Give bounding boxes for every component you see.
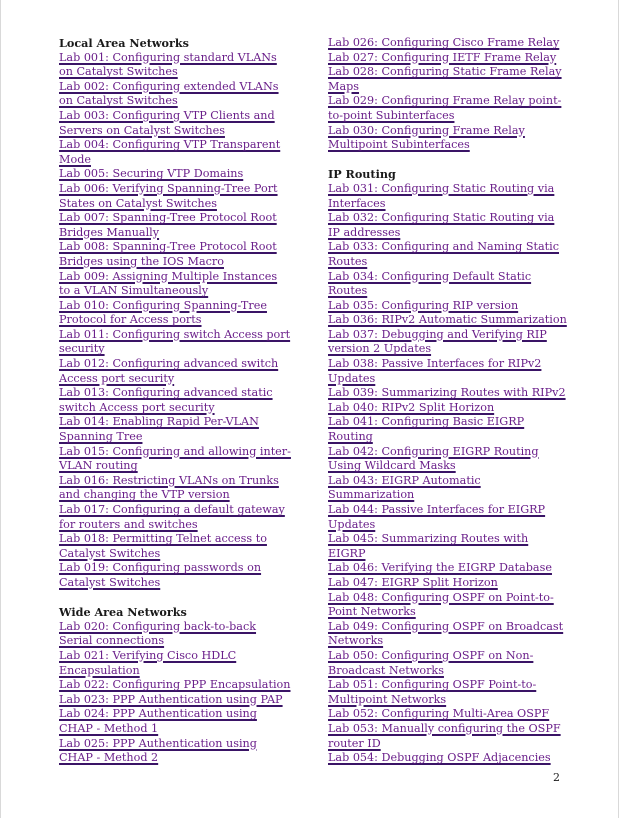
toc-link[interactable]: Lab 047: EIGRP Split Horizon bbox=[328, 575, 498, 589]
toc-link[interactable]: Lab 008: Spanning-Tree Protocol Root Bridges using the IOS Macro bbox=[59, 240, 277, 268]
toc-link[interactable]: Lab 014: Enabling Rapid Per-VLAN Spanning Tree bbox=[59, 415, 259, 444]
toc-link[interactable]: Lab 032: Configuring Static Routing via IP addresses bbox=[328, 211, 555, 239]
toc-link[interactable]: Lab 020: Configuring back-to-back Serial connections bbox=[59, 619, 257, 648]
page-border-left bbox=[0, 0, 1, 818]
toc-left-column bbox=[59, 36, 291, 780]
toc-link[interactable]: Lab 051: Configuring OSPF Point-to-Multipoint Networks bbox=[328, 678, 537, 706]
toc-link[interactable]: Lab 023: PPP Authentication using PAP bbox=[59, 692, 283, 706]
toc-link[interactable]: Lab 046: Verifying the EIGRP Database bbox=[328, 561, 552, 575]
toc-link[interactable]: Lab 054: Debugging OSPF Adjacencies bbox=[328, 751, 551, 765]
toc-link[interactable]: Lab 012: Configuring advanced switch Access port security bbox=[59, 357, 279, 385]
toc-link[interactable]: Lab 031: Configuring Static Routing via Interfaces bbox=[328, 181, 555, 210]
toc-link[interactable]: Lab 005: Securing VTP Domains bbox=[59, 167, 244, 181]
toc-link[interactable]: Lab 027: Configuring IETF Frame Relay bbox=[328, 50, 557, 64]
toc-section bbox=[328, 36, 568, 153]
toc-link[interactable]: Lab 018: Permitting Telnet access to Catalyst Switches bbox=[59, 532, 267, 560]
toc-link[interactable]: Lab 030: Configuring Frame Relay Multipoint Subinterfaces bbox=[328, 123, 525, 152]
toc-link[interactable]: Lab 038: Passive Interfaces for RIPv2 Updates bbox=[328, 357, 542, 385]
toc-link[interactable]: Lab 003: Configuring VTP Clients and Servers on Catalyst Switches bbox=[59, 108, 275, 137]
toc-link[interactable]: Lab 004: Configuring VTP Transparent Mode bbox=[59, 138, 281, 166]
toc-link[interactable]: Lab 019: Configuring passwords on Catalyst Switches bbox=[59, 561, 262, 589]
toc-link[interactable]: Lab 021: Verifying Cisco HDLC Encapsulation bbox=[59, 648, 237, 677]
toc-link[interactable]: Lab 017: Configuring a default gateway for routers and switches bbox=[59, 503, 285, 531]
toc-link[interactable]: Lab 040: RIPv2 Split Horizon bbox=[328, 400, 495, 414]
toc-link[interactable]: Lab 016: Restricting VLANs on Trunks and changing the VTP version bbox=[59, 473, 279, 502]
toc-link[interactable]: Lab 033: Configuring and Naming Static Routes bbox=[328, 240, 560, 268]
toc-link[interactable]: Lab 037: Debugging and Verifying RIP version 2 Updates bbox=[328, 327, 547, 356]
toc-link[interactable]: Lab 028: Configuring Static Frame Relay Maps bbox=[328, 65, 562, 93]
toc-link[interactable]: Lab 015: Configuring and allowing inter-VLAN routing bbox=[59, 444, 291, 473]
toc-link[interactable]: Lab 050: Configuring OSPF on Non-Broadcast Networks bbox=[328, 648, 534, 677]
toc-right-column bbox=[328, 36, 568, 780]
toc-link[interactable]: Lab 006: Verifying Spanning-Tree Port States on Catalyst Switches bbox=[59, 181, 278, 210]
toc-link[interactable]: Lab 044: Passive Interfaces for EIGRP Updates bbox=[328, 503, 546, 531]
toc-link[interactable]: Lab 022: Configuring PPP Encapsulation bbox=[59, 678, 291, 692]
toc-link[interactable]: Lab 049: Configuring OSPF on Broadcast Networks bbox=[328, 619, 564, 648]
section-heading: Local Area Networks bbox=[59, 36, 189, 50]
toc-link[interactable]: Lab 045: Summarizing Routes with EIGRP bbox=[328, 532, 529, 560]
toc-link[interactable]: Lab 053: Manually configuring the OSPF router ID bbox=[328, 721, 561, 750]
toc-link[interactable]: Lab 009: Assigning Multiple Instances to a VLAN Simultaneously bbox=[59, 269, 278, 298]
toc-link[interactable]: Lab 024: PPP Authentication using CHAP - Method 1 bbox=[59, 707, 257, 735]
toc-link[interactable]: Lab 035: Configuring RIP version bbox=[328, 298, 519, 312]
toc-link[interactable]: Lab 036: RIPv2 Automatic Summarization bbox=[328, 313, 567, 327]
section-heading: IP Routing bbox=[328, 167, 396, 182]
toc-section bbox=[59, 36, 291, 591]
toc-section bbox=[59, 605, 291, 766]
toc-link[interactable]: Lab 029: Configuring Frame Relay point-to-point Subinterfaces bbox=[328, 94, 562, 122]
toc-link[interactable]: Lab 013: Configuring advanced static switch Access port security bbox=[59, 386, 273, 414]
page-number: 2 bbox=[553, 771, 560, 784]
toc-link[interactable]: Lab 001: Configuring standard VLANs on Catalyst Switches bbox=[59, 50, 277, 79]
toc-link[interactable]: Lab 007: Spanning-Tree Protocol Root Bridges Manually bbox=[59, 211, 277, 239]
section-heading: Wide Area Networks bbox=[59, 605, 187, 620]
toc-link[interactable]: Lab 034: Configuring Default Static Routes bbox=[328, 269, 532, 298]
toc-link[interactable]: Lab 026: Configuring Cisco Frame Relay bbox=[328, 36, 560, 49]
toc-link[interactable]: Lab 010: Configuring Spanning-Tree Protocol for Access ports bbox=[59, 298, 267, 327]
toc-link[interactable]: Lab 042: Configuring EIGRP Routing Using Wildcard Masks bbox=[328, 444, 539, 473]
toc-link[interactable]: Lab 041: Configuring Basic EIGRP Routing bbox=[328, 415, 525, 444]
toc-link[interactable]: Lab 011: Configuring switch Access port security bbox=[59, 327, 291, 356]
toc-section bbox=[328, 167, 568, 765]
toc-link[interactable]: Lab 025: PPP Authentication using CHAP - Method 2 bbox=[59, 736, 257, 765]
toc-link[interactable]: Lab 002: Configuring extended VLANs on Catalyst Switches bbox=[59, 79, 279, 108]
toc-link[interactable]: Lab 043: EIGRP Automatic Summarization bbox=[328, 473, 481, 502]
toc-link[interactable]: Lab 039: Summarizing Routes with RIPv2 bbox=[328, 386, 566, 400]
toc-link[interactable]: Lab 052: Configuring Multi-Area OSPF bbox=[328, 707, 550, 721]
toc-link[interactable]: Lab 048: Configuring OSPF on Point-to-Point Networks bbox=[328, 590, 554, 619]
